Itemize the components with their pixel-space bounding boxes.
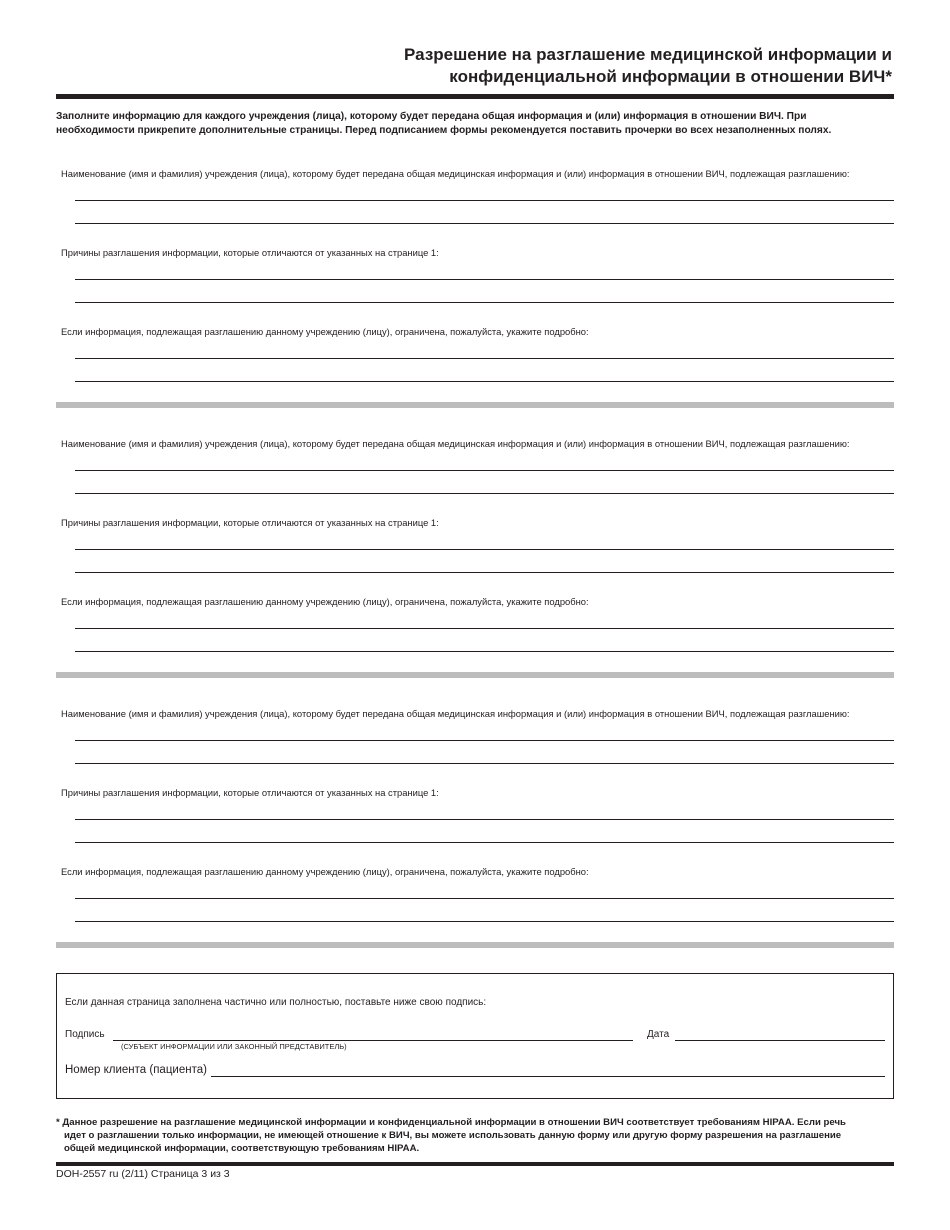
limits-prompt: Если информация, подлежащая разглашению данному учреждению (лицу), ограничена, пожалуйста, укажите подробно: [61, 326, 589, 337]
section-divider [56, 672, 894, 678]
recipient-field-line-1[interactable] [75, 740, 894, 741]
footnote-line-2: идет о разглашении только информации, не имеющей отношение к ВИЧ, вы можете использовать данную форму или другую форму разрешения на разглашение [64, 1130, 842, 1141]
reasons-field-line-2[interactable] [75, 842, 894, 843]
footnote [56, 1116, 896, 1155]
instructions [56, 110, 896, 138]
recipient-section-1 [56, 160, 894, 405]
limits-field-line-1[interactable] [75, 898, 894, 899]
limits-field-line-2[interactable] [75, 921, 894, 922]
recipient-field-line-2[interactable] [75, 493, 894, 494]
instructions-line-2: необходимости прикрепите дополнительные страницы. Перед подписанием формы рекомендуется поставить прочерки во всех незаполненных полях. [56, 125, 832, 136]
signature-field[interactable] [113, 1040, 633, 1041]
reasons-prompt: Причины разглашения информации, которые отличаются от указанных на странице 1: [61, 787, 439, 798]
title-line-2: конфиденциальной информации в отношении ВИЧ* [449, 67, 892, 86]
signature-box [56, 973, 894, 1099]
reasons-field-line-1[interactable] [75, 549, 894, 550]
form-number: DOH-2557 ru (2/11) Страница 3 из 3 [56, 1168, 230, 1180]
reasons-prompt: Причины разглашения информации, которые отличаются от указанных на странице 1: [61, 517, 439, 528]
footer-divider [56, 1162, 894, 1166]
recipient-prompt: Наименование (имя и фамилия) учреждения (лица), которому будет передана общая медицинская информация и (или) информация в отношении ВИЧ, подлежащая разглашению: [61, 438, 850, 449]
recipient-field-line-1[interactable] [75, 470, 894, 471]
section-divider [56, 402, 894, 408]
signature-label: Подпись [65, 1029, 105, 1040]
instructions-line-1: Заполните информацию для каждого учреждения (лица), которому будет передана общая информация и (или) информация в отношении ВИЧ. При [56, 111, 807, 122]
section-divider [56, 942, 894, 948]
reasons-prompt: Причины разглашения информации, которые отличаются от указанных на странице 1: [61, 247, 439, 258]
recipient-prompt: Наименование (имя и фамилия) учреждения (лица), которому будет передана общая медицинская информация и (или) информация в отношении ВИЧ, подлежащая разглашению: [61, 708, 850, 719]
reasons-field-line-1[interactable] [75, 279, 894, 280]
signature-sublabel: (СУБЪЕКТ ИНФОРМАЦИИ ИЛИ ЗАКОННЫЙ ПРЕДСТАВИТЕЛЬ) [121, 1042, 347, 1051]
limits-field-line-1[interactable] [75, 628, 894, 629]
page-title [292, 44, 892, 88]
limits-field-line-2[interactable] [75, 651, 894, 652]
recipient-field-line-2[interactable] [75, 223, 894, 224]
signature-instruction: Если данная страница заполнена частично или полностью, поставьте ниже свою подпись: [65, 997, 487, 1008]
limits-field-line-1[interactable] [75, 358, 894, 359]
limits-prompt: Если информация, подлежащая разглашению данному учреждению (лицу), ограничена, пожалуйста, укажите подробно: [61, 596, 589, 607]
recipient-field-line-2[interactable] [75, 763, 894, 764]
footnote-line-1: * Данное разрешение на разглашение медицинской информации и конфиденциальной информации в отношении ВИЧ соответствует требованиям HIPAA. Если речь [56, 1117, 846, 1128]
recipient-prompt: Наименование (имя и фамилия) учреждения (лица), которому будет передана общая медицинская информация и (или) информация в отношении ВИЧ, подлежащая разглашению: [61, 168, 850, 179]
reasons-field-line-2[interactable] [75, 302, 894, 303]
recipient-section-2 [56, 430, 894, 675]
reasons-field-line-1[interactable] [75, 819, 894, 820]
title-line-1: Разрешение на разглашение медицинской информации и [404, 45, 892, 64]
recipient-section-3 [56, 700, 894, 945]
reasons-field-line-2[interactable] [75, 572, 894, 573]
header-divider [56, 94, 894, 99]
footnote-line-3: общей медицинской информации, соответствующую требованиям HIPAA. [64, 1143, 420, 1154]
date-field[interactable] [675, 1040, 885, 1041]
limits-field-line-2[interactable] [75, 381, 894, 382]
client-number-field[interactable] [211, 1076, 885, 1077]
client-number-label: Номер клиента (пациента) [65, 1064, 207, 1076]
date-label: Дата [647, 1029, 670, 1040]
recipient-field-line-1[interactable] [75, 200, 894, 201]
limits-prompt: Если информация, подлежащая разглашению данному учреждению (лицу), ограничена, пожалуйста, укажите подробно: [61, 866, 589, 877]
